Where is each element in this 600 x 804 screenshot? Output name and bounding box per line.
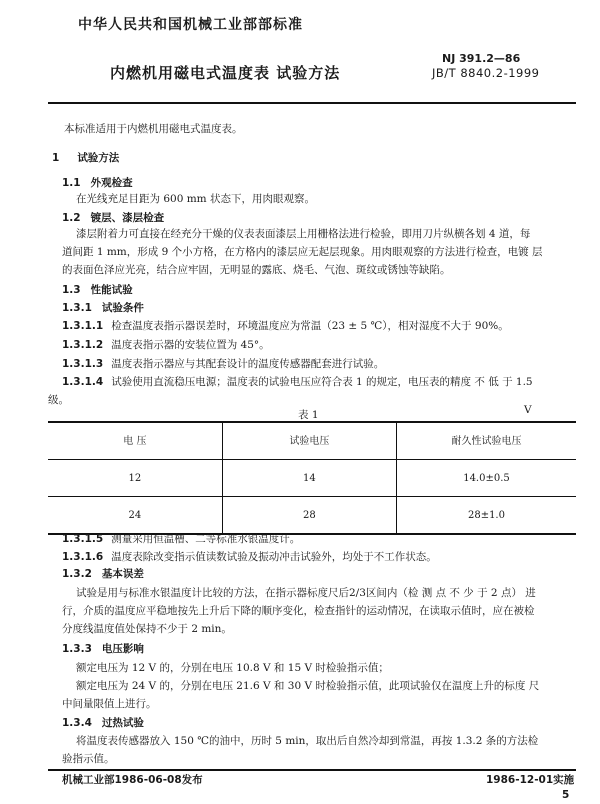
document-title: 内燃机用磁电式温度表 试验方法: [110, 64, 341, 82]
issue-date: 机械工业部1986-06-08发布: [62, 774, 203, 786]
section-number: 1.1: [62, 177, 81, 189]
section-1-1-body: 在光线充足目距为 600 mm 状态下，用肉眼观察。: [76, 193, 315, 205]
section-1-2-body-line-2: 道间距 1 mm，形成 9 个小方格，在方格内的漆层应无起层现象。用肉眼观察的方法进行检查，电镀 层: [62, 246, 543, 258]
table-row: [48, 460, 576, 497]
clause-1-3-1-2: [62, 338, 270, 353]
clause-number: 1.3.1.3: [62, 358, 104, 370]
section-title: 试验方法: [77, 152, 120, 164]
table-cell: 28±1.0: [396, 497, 576, 535]
section-1-1-heading: [62, 176, 133, 191]
section-title: 外观检查: [90, 177, 133, 189]
effective-date: 1986-12-01实施: [486, 774, 575, 786]
section-1-3-3-heading: [62, 642, 144, 657]
table-cell: 28: [222, 497, 396, 535]
section-1-2-body-line-3: 的表面色泽应光亮，结合应牢固，无明显的露底、烧毛、气泡、斑纹或锈蚀等缺陷。: [62, 264, 451, 276]
clause-number: 1.3.1.2: [62, 339, 104, 351]
table-cell: 14: [222, 460, 396, 497]
table-1: [48, 421, 576, 535]
clause-text: 温度表除改变指示值读数试验及振动冲击试验外，均处于不工作状态。: [111, 551, 437, 563]
section-1-3-3-line-1: 额定电压为 12 V 的，分别在电压 10.8 V 和 15 V 时检验指示值；: [76, 662, 389, 674]
issuing-organization: 中华人民共和国机械工业部部标准: [78, 17, 303, 33]
section-number: 1.3.2: [62, 568, 92, 580]
clause-1-3-1-4: [62, 375, 533, 390]
clause-1-3-1-5: [62, 532, 300, 547]
section-1-3-3-line-2: 额定电压为 24 V 的，分别在电压 21.6 V 和 30 V 时检验指示值，此项试验仅在温度上升的标度 尺: [76, 680, 540, 692]
section-title: 过热试验: [101, 717, 144, 729]
clause-number: 1.3.1.5: [62, 533, 104, 545]
section-title: 性能试验: [90, 284, 133, 296]
clause-number: 1.3.1.4: [62, 376, 104, 388]
section-1-3-2-heading: [62, 567, 144, 582]
section-number: 1.3.1: [62, 302, 92, 314]
header-cell-test-voltage: 试验电压: [222, 422, 396, 460]
page-number: 5: [562, 789, 570, 801]
clause-text: 检查温度表指示器误差时，环境温度应为常温（23 ± 5 ℃），相对湿度不大于 90%。: [111, 320, 509, 332]
clause-text: 温度表指示器的安装位置为 45°。: [111, 339, 270, 351]
section-1-heading: [52, 151, 119, 166]
header-cell-endurance-voltage: 耐久性试验电压: [396, 422, 576, 460]
section-title: 试验条件: [101, 302, 144, 314]
section-1-3-heading: [62, 283, 133, 298]
section-number: 1.3.4: [62, 717, 92, 729]
section-1-3-4-line-2: 验指示值。: [62, 753, 115, 765]
table-cell: 14.0±0.5: [396, 460, 576, 497]
table-row: [48, 497, 576, 535]
section-1-3-4-line-1: 将温度表传感器放入 150 ℃的油中，历时 5 min，取出后自然冷却到常温，再按 1.3.2 条的方法检: [76, 735, 539, 747]
scope-statement: 本标准适用于内燃机用磁电式温度表。: [64, 123, 243, 135]
section-number: 1.3: [62, 284, 81, 296]
section-1-3-3-line-3: 中间量限值上进行。: [62, 698, 157, 710]
clause-1-3-1-4-continued: 级。: [48, 394, 69, 406]
section-title: 镀层、漆层检查: [90, 212, 165, 224]
table-1-unit: V: [524, 404, 532, 416]
standard-code-old: NJ 391.2—86: [442, 52, 521, 65]
section-1-2-heading: [62, 211, 164, 226]
section-1-3-2-line-1: 试验是用与标准水银温度计比较的方法，在指示器标度尺后2/3区间内（检 测 点 不 少 于 2 点） 进: [76, 587, 536, 599]
clause-number: 1.3.1.6: [62, 551, 104, 563]
section-number: 1.3.3: [62, 643, 92, 655]
section-number: 1: [52, 152, 60, 164]
table-cell: 12: [48, 460, 222, 497]
clause-text: 温度表指示器应与其配套设计的温度传感器配套进行试验。: [111, 358, 385, 370]
section-1-3-1-heading: [62, 301, 144, 316]
table-cell: 24: [48, 497, 222, 535]
standard-code-new: JB/T 8840.2-1999: [432, 66, 540, 80]
clause-1-3-1-6: [62, 550, 437, 565]
clause-number: 1.3.1.1: [62, 320, 104, 332]
section-1-3-2-line-2: 行，介质的温度应平稳地按先上升后下降的顺序变化，检查指针的运动情况，在读取示值时，应在被检: [62, 605, 535, 617]
section-title: 电压影响: [101, 643, 144, 655]
clause-text: 试验使用直流稳压电源；温度表的试验电压应符合表 1 的规定，电压表的精度 不 低 于 1.5: [111, 376, 533, 388]
section-1-3-2-line-3: 分度线温度值处保持不少于 2 min。: [62, 623, 232, 635]
table-header-row: [48, 422, 576, 460]
section-number: 1.2: [62, 212, 81, 224]
footer-rule: [48, 769, 576, 771]
header-cell-voltage: 电 压: [48, 422, 222, 460]
clause-1-3-1-1: [62, 319, 509, 334]
section-1-3-4-heading: [62, 716, 144, 731]
table-1-caption: 表 1: [298, 409, 319, 421]
section-1-2-body-line-1: 漆层附着力可直接在经充分干燥的仪表表面漆层上用栅格法进行检验，即用刀片纵横各划 4 道，每: [76, 228, 531, 240]
section-title: 基本误差: [101, 568, 144, 580]
header-rule: [48, 102, 576, 104]
clause-text: 测量采用恒温槽、二等标准水银温度计。: [111, 533, 301, 545]
clause-1-3-1-3: [62, 357, 384, 372]
